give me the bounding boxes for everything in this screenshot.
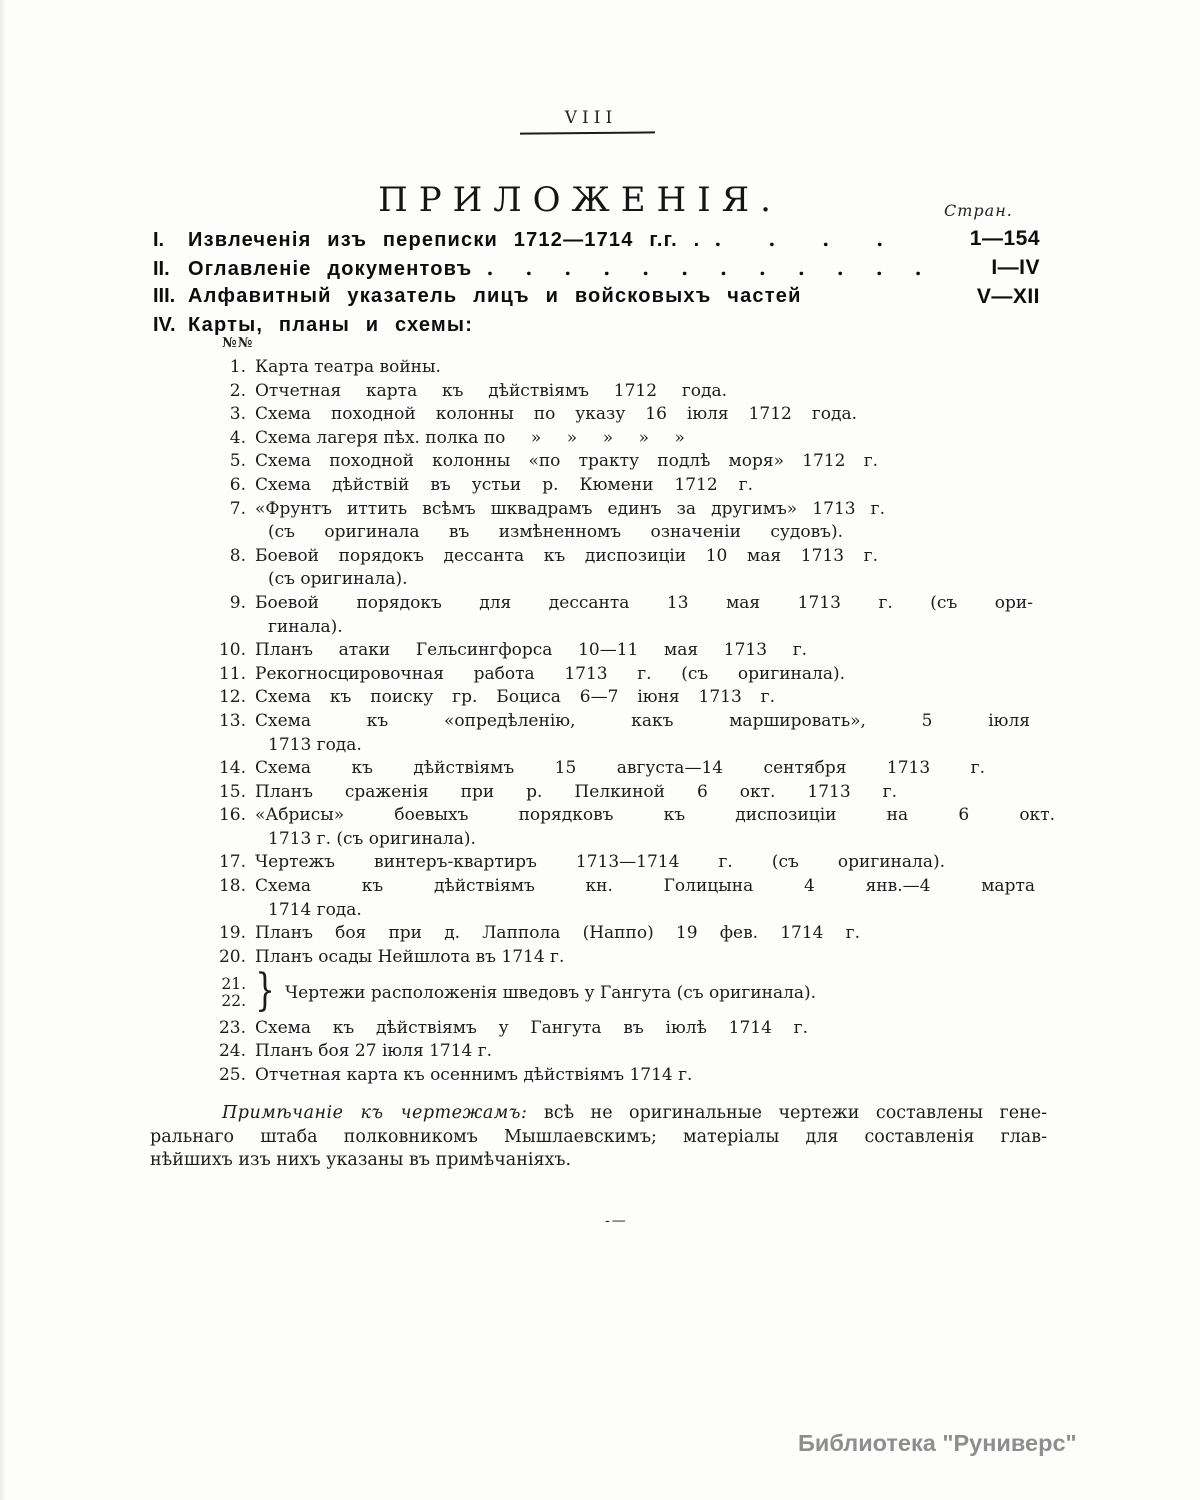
item-number: 17. — [218, 852, 246, 873]
item-text: Схема къ дѣйствіямъ 15 августа—14 сентября 1713 г. — [255, 758, 985, 779]
item-number: 4. — [229, 427, 246, 448]
item-text: Схема къ дѣйствіямъ у Гангута въ іюлѣ 1714 г. — [255, 1017, 808, 1038]
item-text: «Абрисы» боевыхъ порядковъ къ диспозиціи на 6 окт. — [255, 805, 1055, 826]
list-item — [0, 427, 1100, 451]
list-item — [0, 663, 1100, 687]
dot-leader: . . . . . . . . . . . . — [486, 256, 922, 280]
item-number: 5. — [229, 451, 246, 472]
item-number: 11. — [218, 663, 246, 684]
list-item — [0, 474, 1100, 498]
item-text: Отчетная карта къ дѣйствіямъ 1712 года. — [255, 380, 727, 401]
item-text: Планъ боя при д. Лаппола (Наппо) 19 фев. 1714 г. — [255, 923, 860, 944]
item-text-continuation: гинала). — [268, 616, 343, 637]
list-item — [0, 356, 1100, 380]
toc-roman-numeral: IV. — [153, 314, 176, 336]
item-text: Схема къ поиску гр. Боциса 6—7 іюня 1713 г. — [255, 687, 775, 708]
page-number: VIII — [564, 108, 618, 128]
item-number: 9. — [229, 592, 246, 613]
item-number: 10. — [218, 640, 246, 661]
toc-roman-numeral: I. — [153, 229, 165, 251]
item-text-continuation: (съ оригинала). — [268, 569, 408, 590]
dot-leader: . . . . — [714, 227, 884, 251]
item-text: Схема походной колонны по указу 16 іюля 1712 года. — [255, 404, 857, 425]
toc-row — [153, 227, 1040, 256]
note-line: ральнаго штаба полковникомъ Мышлаевскимъ; матеріалы для составленія глав- — [150, 1126, 1047, 1147]
item-text: Планъ сраженія при р. Пелкиной 6 окт. 1713 г. — [255, 781, 897, 802]
brace-glyph: } — [255, 964, 275, 1016]
list-item — [0, 1017, 1100, 1041]
item-number: 1. — [229, 357, 246, 377]
list-item — [0, 946, 1100, 970]
item-text: Планъ боя 27 іюля 1714 г. — [255, 1041, 493, 1062]
item-text: Схема къ «опредѣленію, какъ маршировать», 5 іюля — [255, 710, 1030, 731]
item-number: 8. — [229, 545, 246, 566]
item-text-continuation: 1713 г. (съ оригинала). — [268, 828, 476, 849]
item-text: Боевой порядокъ для дессанта 13 мая 1713 г. (съ ори- — [255, 592, 1033, 613]
item-text: Схема къ дѣйствіямъ кн. Голицына 4 янв.—4 марта — [255, 876, 1035, 897]
header-rule — [520, 131, 655, 134]
toc-page-range: V—XII — [976, 285, 1040, 308]
list-item — [0, 380, 1100, 404]
item-text: Схема дѣйствій въ устьи р. Кюмени 1712 г. — [255, 474, 753, 495]
item-number: 3. — [229, 404, 246, 425]
item-text: Чертежъ винтеръ-квартиръ 1713—1714 г. (съ оригинала). — [255, 852, 945, 873]
item-text: «Фрунтъ иттить всѣмъ шквадрамъ единъ за другимъ» 1713 г. — [255, 498, 885, 519]
toc-entry-text: Алфавитный указатель лицъ и войсковыхъ частей — [188, 285, 802, 307]
item-number: 18. — [218, 876, 246, 897]
toc-row — [153, 314, 1040, 343]
list-item — [0, 498, 1100, 545]
item-text: Рекогносцировочная работа 1713 г. (съ оригинала). — [255, 663, 845, 684]
list-item — [0, 710, 1100, 757]
item-text: Планъ атаки Гельсингфорса 10—11 мая 1713 г. — [255, 640, 807, 661]
item-text-continuation: (съ оригинала въ измѣненномъ означеніи судовъ). — [268, 522, 843, 543]
item-text-continuation: 1714 года. — [268, 899, 362, 920]
item-text: Схема походной колонны «по тракту подлѣ моря» 1712 г. — [255, 451, 878, 472]
note-paragraph — [150, 1102, 1047, 1173]
item-text: Карта театра войны. — [255, 357, 441, 377]
toc-entry-text: Карты, планы и схемы: — [188, 314, 474, 336]
list-item — [0, 1040, 1100, 1064]
item-number: 2. — [229, 380, 246, 401]
library-watermark: Библиотека "Руниверс" — [798, 1430, 1077, 1456]
item-number: 21. — [221, 974, 246, 993]
list-item — [0, 922, 1100, 946]
item-number: 25. — [218, 1064, 246, 1085]
item-text: Отчетная карта къ осеннимъ дѣйствіямъ 1714 г. — [255, 1064, 693, 1085]
appendix-contents-list — [153, 227, 1040, 343]
item-number: 6. — [229, 474, 246, 495]
item-number: 20. — [218, 946, 246, 967]
toc-row — [153, 256, 1040, 285]
divider-dash: -— — [605, 1213, 628, 1229]
list-item — [0, 875, 1100, 922]
page-title: ПРИЛОЖЕНІЯ. — [378, 180, 782, 220]
toc-entry-text: Оглавленіе документовъ — [188, 258, 473, 280]
item-number-group — [0, 969, 246, 1016]
toc-entry-text: Извлеченія изъ переписки 1712—1714 г.г. . — [188, 229, 701, 251]
note-line: нѣйшихъ изъ нихъ указаны въ примѣчаніяхъ. — [150, 1150, 572, 1170]
list-item — [0, 450, 1100, 474]
item-number: 19. — [218, 923, 246, 944]
item-text: Схема лагеря пѣх. полка по » » » » » — [255, 427, 685, 448]
toc-page-range: I—IV — [991, 256, 1040, 279]
item-number: 23. — [218, 1017, 246, 1038]
list-item — [0, 757, 1100, 781]
item-text: Боевой порядокъ дессанта къ диспозиціи 10 мая 1713 г. — [255, 545, 878, 566]
toc-roman-numeral: II. — [153, 258, 170, 280]
list-item — [0, 781, 1100, 805]
list-item — [0, 686, 1100, 710]
toc-page-range: 1—154 — [969, 227, 1040, 250]
list-item — [0, 403, 1100, 427]
item-text: Чертежи расположенія шведовъ у Гангута (съ оригинала). — [285, 983, 817, 1004]
item-number: 22. — [221, 992, 246, 1011]
list-item-21-22 — [0, 964, 1100, 1016]
list-item — [0, 1064, 1100, 1088]
item-number: 7. — [229, 498, 246, 519]
item-number: 15. — [218, 781, 246, 802]
note-line — [150, 1102, 1047, 1126]
pages-column-header: Стран. — [944, 201, 1013, 220]
numbers-column-header: №№ — [222, 335, 254, 351]
toc-row — [153, 285, 1040, 314]
item-number: 24. — [218, 1041, 246, 1062]
note-lead: Примѣчаніе къ чертежамъ: — [222, 1103, 528, 1123]
item-number: 16. — [218, 805, 246, 826]
item-number: 14. — [218, 758, 246, 779]
toc-roman-numeral: III. — [153, 285, 176, 307]
list-item — [0, 851, 1100, 875]
maps-and-plans-list — [0, 356, 1100, 1087]
list-item — [0, 804, 1100, 851]
list-item — [0, 639, 1100, 663]
list-item — [0, 592, 1100, 639]
item-number: 12. — [218, 687, 246, 708]
item-text: Планъ осады Нейшлота въ 1714 г. — [255, 946, 565, 967]
item-text-continuation: 1713 года. — [268, 734, 362, 755]
item-number: 13. — [218, 710, 246, 731]
list-item — [0, 545, 1100, 592]
note-text: всѣ не оригинальные чертежи составлены гене- — [527, 1103, 1048, 1123]
